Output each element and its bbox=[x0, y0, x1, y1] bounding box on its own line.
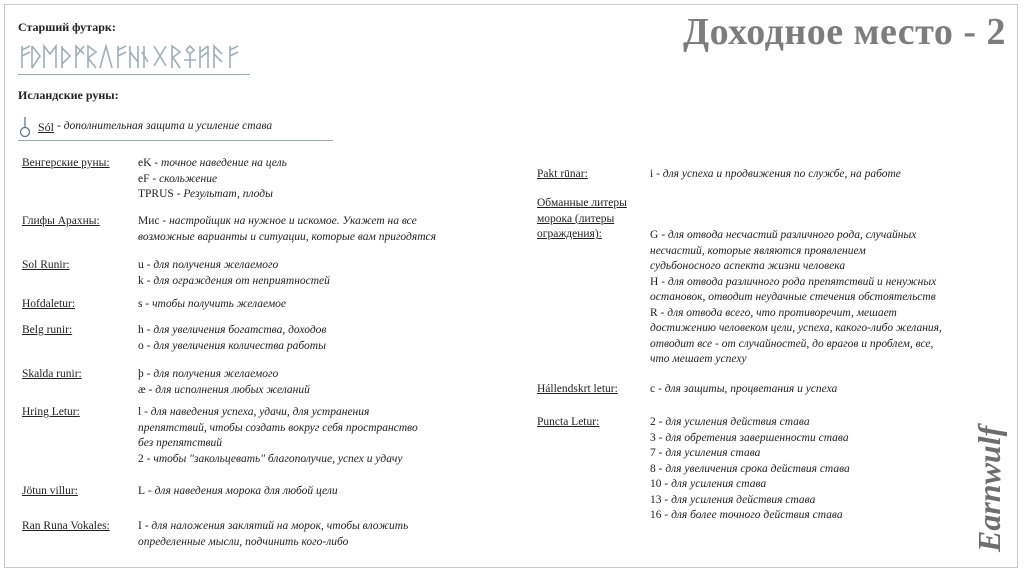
futhark-runes-image bbox=[18, 42, 250, 75]
list-item bbox=[650, 382, 837, 398]
list-item bbox=[138, 383, 310, 399]
rune-description: судьбоносного аспекта жизни человека bbox=[650, 260, 846, 272]
rune-description: - для более точного действия става bbox=[664, 509, 843, 521]
list-item bbox=[138, 323, 326, 339]
list-item bbox=[138, 452, 418, 468]
rune-description: - Результат, плоды bbox=[176, 188, 273, 200]
rune-description: - для отвода различного рода препятствий и ненужных bbox=[661, 275, 937, 288]
rune-name: 8 bbox=[650, 462, 656, 475]
rune-description: отводит все - от случайностей, до врагов и проблем, все, bbox=[650, 337, 934, 350]
list-item bbox=[138, 187, 287, 203]
rune-name: 13 bbox=[650, 493, 662, 506]
list-item bbox=[650, 290, 942, 306]
list-item bbox=[138, 156, 287, 172]
rune-description: препятствий, чтобы создать вокруг себя пространство bbox=[138, 421, 418, 434]
rune-name: þ bbox=[138, 368, 144, 380]
list-item bbox=[650, 259, 942, 275]
rune-name: eK bbox=[138, 157, 152, 169]
rune-description: - для наложения заклятий на морок, чтобы вложить bbox=[144, 520, 409, 532]
rune-name: 2 bbox=[138, 452, 144, 465]
rune-name: 2 bbox=[650, 416, 656, 428]
rune-name: L bbox=[138, 485, 146, 497]
rune-description: - чтобы "закольцевать" благополучие, успех и удачу bbox=[146, 452, 403, 465]
rune-name: h bbox=[138, 324, 144, 336]
rune-description: - для увеличения срока действия става bbox=[658, 462, 850, 475]
rune-description: возможные варианты и ситуации, которые вам пригодятся bbox=[138, 230, 436, 243]
left-section-label: Hring Letur: bbox=[22, 406, 80, 418]
rune-description: - для усиления действия става bbox=[658, 416, 810, 428]
list-item bbox=[650, 275, 942, 291]
list-item bbox=[138, 214, 436, 230]
list-item bbox=[138, 172, 287, 188]
rune-description: - для усиления действия става bbox=[664, 493, 816, 506]
list-item bbox=[650, 352, 942, 368]
list-item bbox=[138, 436, 418, 452]
rune-name: R bbox=[650, 306, 658, 319]
rune-description: - чтобы получить желаемое bbox=[145, 298, 287, 310]
left-section-label: Belg runir: bbox=[22, 324, 73, 336]
list-item bbox=[650, 462, 850, 478]
rune-name: 16 bbox=[650, 509, 662, 521]
right-section-label: Pakt rūnar: bbox=[537, 168, 588, 180]
rune-description: достижению человеком цели, успеха, какого-либо желания, bbox=[650, 322, 942, 334]
rune-description: - для обретения завершенности става bbox=[658, 431, 849, 444]
list-item bbox=[138, 274, 330, 290]
list-item bbox=[650, 244, 942, 260]
rune-name: I bbox=[138, 520, 142, 532]
list-item bbox=[650, 508, 850, 524]
rune-name: i bbox=[650, 168, 654, 180]
rune-name: 10 bbox=[650, 478, 662, 490]
left-section-lines bbox=[138, 297, 286, 313]
rune-name: TPRUS bbox=[138, 188, 174, 200]
list-item bbox=[650, 321, 942, 337]
left-section-lines bbox=[138, 214, 436, 245]
rune-name: H bbox=[650, 275, 659, 288]
rune-description: - для наведения успеха, удачи, для устранения bbox=[144, 406, 370, 418]
rune-name: 7 bbox=[650, 447, 656, 459]
futhark-heading: Старший футарк: bbox=[18, 20, 116, 34]
sol-name: Sól bbox=[38, 119, 55, 134]
rune-description: - настройщик на нужное и искомое. Укажет на все bbox=[162, 215, 417, 227]
list-item bbox=[138, 405, 418, 421]
rune-description: - для наведения морока для любой цели bbox=[147, 485, 338, 497]
rune-name: 3 bbox=[650, 431, 656, 444]
left-section-label: Ran Runa Vokales: bbox=[22, 520, 110, 532]
rune-name: u bbox=[138, 259, 144, 271]
list-item bbox=[138, 535, 408, 551]
rune-description: - для исполнения любых желаний bbox=[148, 383, 310, 396]
rune-description: что мешает успеху bbox=[650, 353, 747, 365]
left-section-lines bbox=[138, 405, 418, 467]
list-item bbox=[138, 421, 418, 437]
rune-description: - для отвода всего, что противоречит, мешает bbox=[660, 306, 897, 319]
page-title: Доходное место - 2 bbox=[682, 11, 1006, 53]
right-section-lines bbox=[650, 228, 942, 368]
left-section-label: Глифы Арахны: bbox=[22, 215, 100, 227]
rune-description: без препятствий bbox=[138, 437, 223, 449]
left-section-lines bbox=[138, 156, 287, 203]
rune-description: несчастий, которые являются проявлением bbox=[650, 244, 866, 257]
sol-rune-icon bbox=[18, 116, 32, 138]
rune-description: - для получения желаемого bbox=[146, 368, 279, 380]
rune-name: æ bbox=[138, 383, 146, 396]
list-item bbox=[650, 431, 850, 447]
right-section-lines bbox=[650, 382, 837, 398]
left-section-lines bbox=[138, 258, 330, 289]
list-item bbox=[138, 339, 326, 355]
rune-name: G bbox=[650, 229, 659, 241]
earnwulf-signature bbox=[970, 386, 1010, 558]
rune-name: s bbox=[138, 298, 143, 310]
right-section-lines bbox=[650, 415, 850, 524]
list-item bbox=[138, 297, 286, 313]
list-item bbox=[650, 493, 850, 509]
rune-name: k bbox=[138, 274, 144, 287]
futhark-runes-icon bbox=[18, 42, 250, 72]
rune-description: - скольжение bbox=[152, 172, 218, 185]
list-item bbox=[138, 258, 330, 274]
divider bbox=[18, 140, 333, 141]
rune-description: - для ограждения от неприятностей bbox=[146, 274, 330, 287]
left-section-label: Венгерские руны: bbox=[22, 157, 110, 169]
rune-description: определенные мысли, подчинить кого-либо bbox=[138, 535, 349, 548]
list-item bbox=[650, 477, 850, 493]
list-item bbox=[138, 484, 338, 500]
sol-rune-entry bbox=[18, 116, 272, 138]
left-section-label: Hofdaletur: bbox=[22, 298, 76, 310]
list-item bbox=[650, 167, 901, 183]
rune-name: l bbox=[138, 406, 142, 418]
right-section-label: Puncta Letur: bbox=[537, 416, 600, 428]
list-item bbox=[650, 306, 942, 322]
rune-name: o bbox=[138, 339, 144, 352]
left-section-label: Jötun villur: bbox=[22, 485, 78, 497]
right-section-label: Обманные литеры морока (литеры ограждения): bbox=[537, 197, 627, 240]
list-item bbox=[650, 228, 942, 244]
svg-text:Earnwulf: Earnwulf bbox=[971, 425, 1007, 552]
left-section-lines bbox=[138, 519, 408, 550]
list-item bbox=[650, 446, 850, 462]
rune-description: - для усиления става bbox=[658, 447, 761, 459]
rune-description: - для увеличения богатства, доходов bbox=[146, 324, 327, 336]
right-section-lines bbox=[650, 167, 901, 183]
list-item bbox=[650, 337, 942, 353]
rune-name: c bbox=[650, 383, 656, 395]
sol-text: - дополнительная защита и усиление става bbox=[57, 120, 273, 133]
rune-description: - для отвода несчастий различного рода, случайных bbox=[661, 229, 917, 241]
rune-description: - для успеха и продвижения по службе, на работе bbox=[656, 168, 901, 180]
rune-description: - для увеличения количества работы bbox=[146, 339, 326, 352]
left-section-label: Skalda runir: bbox=[22, 368, 82, 380]
list-item bbox=[138, 230, 436, 246]
left-section-label: Sol Runir: bbox=[22, 259, 70, 271]
rune-name: eF bbox=[138, 172, 150, 185]
rune-name: Мис bbox=[138, 215, 160, 227]
rune-description: - для усиления става bbox=[664, 478, 767, 490]
left-section-lines bbox=[138, 323, 326, 354]
rune-description: - для получения желаемого bbox=[146, 259, 279, 271]
rune-description: - точное наведение на цель bbox=[154, 157, 287, 169]
right-section-label: Hállendskrt letur: bbox=[537, 383, 618, 395]
left-section-lines bbox=[138, 484, 338, 500]
icelandic-heading: Исландские руны: bbox=[18, 88, 119, 102]
list-item bbox=[650, 415, 850, 431]
list-item bbox=[138, 367, 310, 383]
left-section-lines bbox=[138, 367, 310, 398]
rune-description: остановок, отводит неудачные стечения обстоятельств bbox=[650, 291, 936, 303]
rune-description: - для защиты, процветания и успеха bbox=[657, 383, 838, 395]
list-item bbox=[138, 519, 408, 535]
